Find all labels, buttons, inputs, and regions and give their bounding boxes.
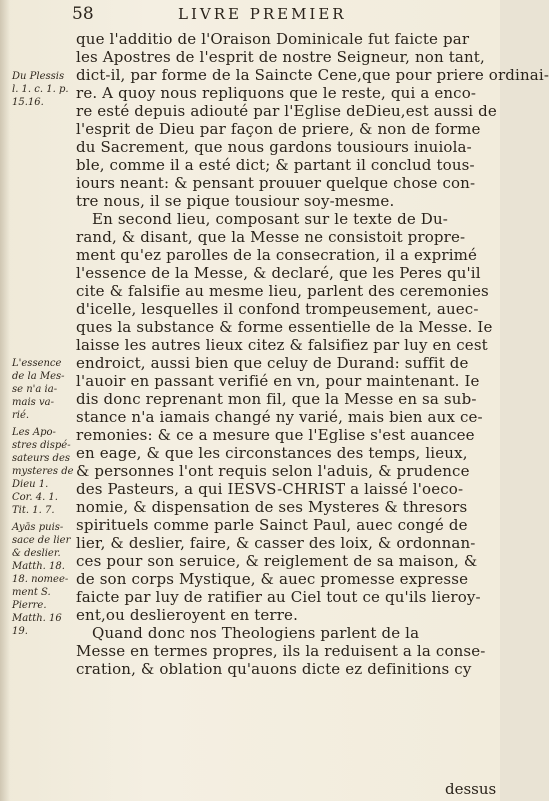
margin-note: stres dispé- xyxy=(12,440,71,451)
body-line: l'esprit de Dieu par façon de priere, & non de forme xyxy=(76,120,481,138)
body-line: de son corps Mystique, & auec promesse expresse xyxy=(76,570,469,588)
margin-note: Ayās puis- xyxy=(12,522,64,533)
page-number: 58 xyxy=(72,4,94,24)
body-line: des Pasteurs, a qui IESVS-CHRIST a laissé l'oeco- xyxy=(76,480,464,498)
body-line: re esté depuis adiouté par l'Eglise deDieu,est aussi de xyxy=(76,102,497,120)
body-line: iours neant: & pensant prouuer quelque chose con- xyxy=(76,174,476,192)
body-line: laisse les autres lieux citez & falsifiez par luy en cest xyxy=(76,336,488,354)
body-line: dis donc reprenant mon fil, que la Messe en sa sub- xyxy=(76,390,477,408)
margin-note: Cor. 4. 1. xyxy=(12,492,58,503)
body-line: l'essence de la Messe, & declaré, que les Peres qu'il xyxy=(76,264,481,282)
margin-note: 18. nomee- xyxy=(12,574,69,585)
body-line: ent,ou deslieroyent en terre. xyxy=(76,606,298,624)
margin-note: de la Mes- xyxy=(12,371,65,382)
margin-note: 19. xyxy=(12,626,28,637)
margin-note: Matth. 16 xyxy=(12,613,62,624)
margin-note: Tit. 1. 7. xyxy=(12,505,55,516)
body-line: Quand donc nos Theologiens parlent de la xyxy=(92,624,420,642)
margin-note: mysteres de xyxy=(12,466,74,477)
body-line: re. A quoy nous repliquons que le reste, qui a enco- xyxy=(76,84,477,102)
body-line: nomie, & dispensation de ses Mysteres & thresors xyxy=(76,498,468,516)
margin-note: 15.16. xyxy=(12,97,44,108)
body-line: lier, & deslier, faire, & casser des loix, & ordonnan- xyxy=(76,534,476,552)
margin-note: Matth. 18. xyxy=(12,561,65,572)
body-line: rand, & disant, que la Messe ne consistoit propre- xyxy=(76,228,466,246)
body-line: du Sacrement, que nous gardons tousiours inuiola- xyxy=(76,138,472,156)
body-line: ces pour son seruice, & reiglement de sa maison, & xyxy=(76,552,478,570)
body-line: en eage, & que les circonstances des temps, lieux, xyxy=(76,444,468,462)
body-line: l'auoir en passant verifié en vn, pour maintenant. Ie xyxy=(76,372,480,390)
body-line: endroict, aussi bien que celuy de Durand: suffit de xyxy=(76,354,469,372)
body-line: faicte par luy de ratifier au Ciel tout ce qu'ils lieroy- xyxy=(76,588,481,606)
body-line: remonies: & ce a mesure que l'Eglise s'est auancee xyxy=(76,426,475,444)
body-line: & personnes l'ont requis selon l'aduis, & prudence xyxy=(76,462,470,480)
margin-note: sateurs des xyxy=(12,453,71,464)
margin-note: Pierre. xyxy=(12,600,47,611)
body-line: ques la substance & forme essentielle de la Messe. Ie xyxy=(76,318,493,336)
body-line: En second lieu, composant sur le texte de Du- xyxy=(92,210,448,228)
body-line: spirituels comme parle Sainct Paul, auec congé de xyxy=(76,516,468,534)
margin-note: Dieu 1. xyxy=(12,479,49,490)
catchword: dessus xyxy=(445,780,497,798)
body-line: les Apostres de l'esprit de nostre Seigneur, non tant, xyxy=(76,48,485,66)
body-line: Messe en termes propres, ils la reduisent a la conse- xyxy=(76,642,486,660)
body-line: que l'additio de l'Oraison Dominicale fut faicte par xyxy=(76,30,470,48)
body-line: tre nous, il se pique tousiour soy-mesme. xyxy=(76,192,395,210)
margin-note: rié. xyxy=(12,410,30,421)
margin-note: l. 1. c. 1. p. xyxy=(12,84,69,95)
margin-note: & deslier. xyxy=(12,548,61,559)
margin-note: Du Plessis xyxy=(12,71,65,82)
margin-note: ment S. xyxy=(12,587,51,598)
body-line: dict-il, par forme de la Saincte Cene,que pour priere ordinai- xyxy=(76,66,549,84)
body-line: stance n'a iamais changé ny varié, mais bien aux ce- xyxy=(76,408,483,426)
margin-note: se n'a ia- xyxy=(12,384,58,395)
running-head: LIVRE PREMIER xyxy=(178,5,347,23)
body-line: cite & falsifie au mesme lieu, parlent des ceremonies xyxy=(76,282,489,300)
body-line: d'icelle, lesquelles il confond trompeusement, auec- xyxy=(76,300,479,318)
body-line: cration, & oblation qu'auons dicte ez definitions cy xyxy=(76,660,472,678)
body-line: ble, comme il a esté dict; & partant il conclud tous- xyxy=(76,156,475,174)
margin-note: Les Apo- xyxy=(12,427,56,438)
margin-note: mais va- xyxy=(12,397,54,408)
body-line: ment qu'ez parolles de la consecration, il a exprimé xyxy=(76,246,478,264)
margin-note: sace de lier xyxy=(12,535,71,546)
margin-note: L'essence xyxy=(12,358,62,369)
